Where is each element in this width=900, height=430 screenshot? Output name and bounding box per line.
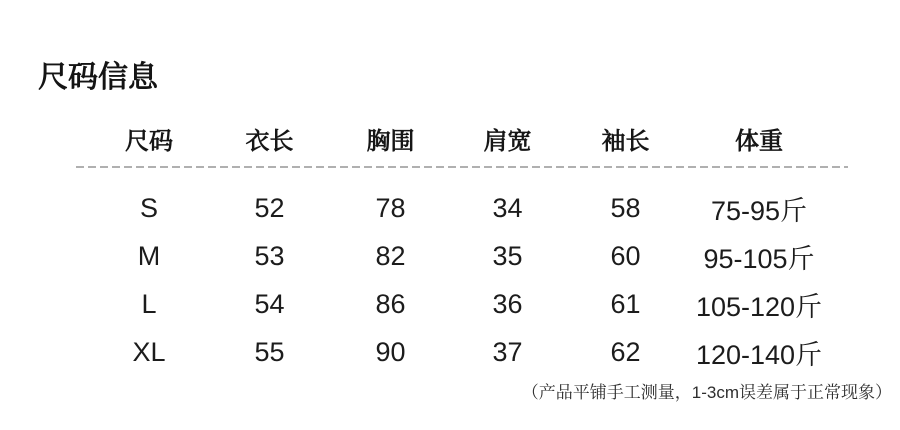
cell-sleeve: 60 (610, 240, 641, 271)
cell-length: 54 (254, 288, 285, 319)
col-header-length: 衣长 (245, 128, 294, 155)
col-header-weight: 体重 (735, 128, 783, 155)
table-row-m (89, 232, 831, 280)
cell-weight: 95-105斤 (703, 243, 815, 274)
cell-size: M (137, 240, 161, 271)
cell-sleeve: 62 (610, 336, 641, 367)
cell-weight: 105-120斤 (695, 291, 823, 322)
cell-size: S (139, 192, 158, 223)
header-spacer (89, 167, 831, 184)
size-table (89, 110, 831, 376)
cell-length: 53 (254, 240, 285, 271)
page-title: 尺码信息 (38, 61, 158, 95)
cell-size: XL (132, 336, 166, 367)
cell-sleeve: 58 (610, 192, 641, 223)
cell-length: 55 (254, 336, 285, 367)
cell-sleeve: 61 (610, 288, 641, 319)
cell-size: L (141, 288, 157, 319)
col-header-bust: 胸围 (366, 128, 415, 155)
cell-length: 52 (254, 192, 285, 223)
table-row-xl (89, 328, 831, 376)
cell-bust: 90 (375, 336, 406, 367)
col-header-sleeve: 袖长 (601, 128, 650, 155)
cell-shoulder: 35 (492, 240, 523, 271)
cell-shoulder: 37 (492, 336, 523, 367)
col-header-shoulder: 肩宽 (483, 128, 532, 155)
cell-bust: 82 (375, 240, 406, 271)
cell-weight: 75-95斤 (710, 195, 808, 226)
cell-weight: 120-140斤 (695, 339, 823, 370)
cell-bust: 86 (375, 288, 406, 319)
table-row-l (89, 280, 831, 328)
cell-shoulder: 36 (492, 288, 523, 319)
cell-shoulder: 34 (492, 192, 523, 223)
col-header-size: 尺码 (125, 128, 173, 155)
table-row-s (89, 184, 831, 232)
table-header-row (89, 110, 831, 167)
header-divider-line (76, 166, 848, 168)
measurement-note: （产品平铺手工测量，1-3cm误差属于正常现象） (521, 383, 892, 402)
cell-bust: 78 (375, 192, 406, 223)
